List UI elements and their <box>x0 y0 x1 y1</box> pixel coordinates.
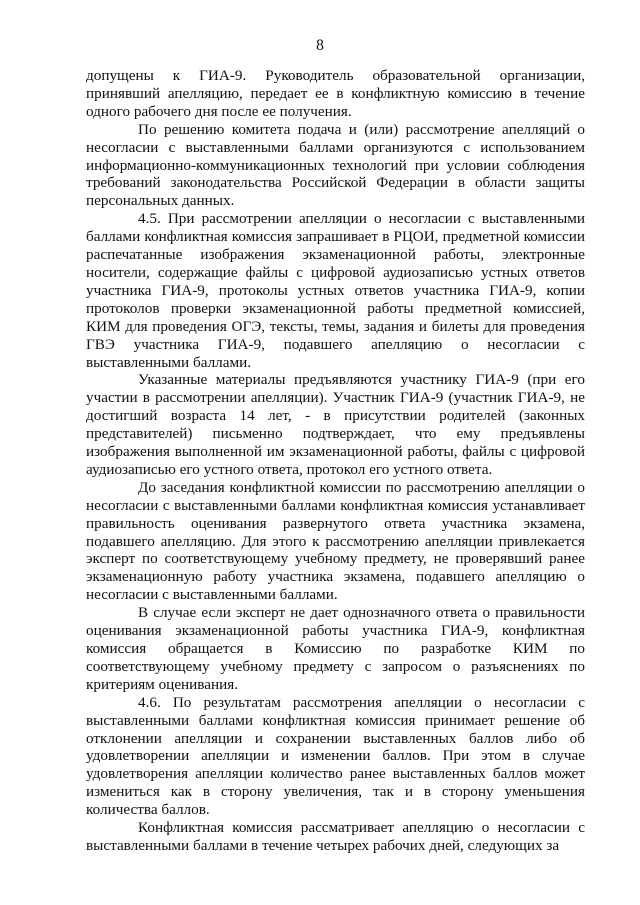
paragraph-continuation: допущены к ГИА-9. Руководитель образовательной организации, принявший апелляцию, передает ее в конфликтную комиссию в течение одного рабочего дня после ее получения. <box>86 67 585 120</box>
paragraph-materials-presented: Указанные материалы предъявляются участнику ГИА-9 (при его участии в рассмотрении апелляции). Участник ГИА-9 (участник ГИА-9, не достигший возраста 14 лет, - в присутствии родителей (законных представителей) письменно подтверждает, что ему предъявлены изображения выполненной им экзаменационной работы, файлы с цифровой аудиозаписью его устного ответа, протокол его устного ответа. <box>86 371 585 478</box>
paragraph-expert-unclear: В случае если эксперт не дает однозначного ответа о правильности оценивания экзаменационной работы участника ГИА-9, конфликтная комиссия обращается в Комиссию по разработке КИМ по соответствующему учебному предмету с запросом о разъяснениях по критериям оценивания. <box>86 604 585 693</box>
document-body <box>86 67 585 855</box>
paragraph-before-meeting: До заседания конфликтной комиссии по рассмотрению апелляции о несогласии с выставленными баллами конфликтная комиссия устанавливает правильность оценивания развернутого ответа участника экзамена, подавшего апелляцию. Для этого к рассмотрению апелляции привлекается эксперт по соответствующему учебному предмету, не проверявший ранее экзаменационную работу участника экзамена, подавшего апелляцию о несогласии с выставленными баллами. <box>86 478 585 604</box>
page-number: 8 <box>316 37 324 54</box>
paragraph-4-6: 4.6. По результатам рассмотрения апелляции о несогласии с выставленными баллами конфликтная комиссия принимает решение об отклонении апелляции и сохранении выставленных баллов либо об удовлетворении апелляции и изменении баллов. При этом в случае удовлетворения апелляции количество ранее выставленных баллов может измениться как в сторону увеличения, так и в сторону уменьшения количества баллов. <box>86 693 585 819</box>
paragraph-ict-appeals: По решению комитета подача и (или) рассмотрение апелляций о несогласии с выставленными баллами организуются с использованием информационно-коммуникационных технологий при условии соблюдения требований законодательства Российской Федерации в области защиты персональных данных. <box>86 120 585 210</box>
paragraph-review-period: Конфликтная комиссия рассматривает апелляцию о несогласии с выставленными баллами в течение четырех рабочих дней, следующих за <box>86 819 585 854</box>
paragraph-4-5: 4.5. При рассмотрении апелляции о несогласии с выставленными баллами конфликтная комиссия запрашивает в РЦОИ, предметной комиссии распечатанные изображения экзаменационной работы, электронные носители, содержащие файлы с цифровой аудиозаписью устных ответов участника ГИА-9, протоколы устных ответов участника ГИА-9, копии протоколов проверки экзаменационной работы предметной комиссией, КИМ для проведения ОГЭ, тексты, темы, задания и билеты для проведения ГВЭ участника ГИА-9, подавшего апелляцию о несогласии с выставленными баллами. <box>86 210 585 371</box>
